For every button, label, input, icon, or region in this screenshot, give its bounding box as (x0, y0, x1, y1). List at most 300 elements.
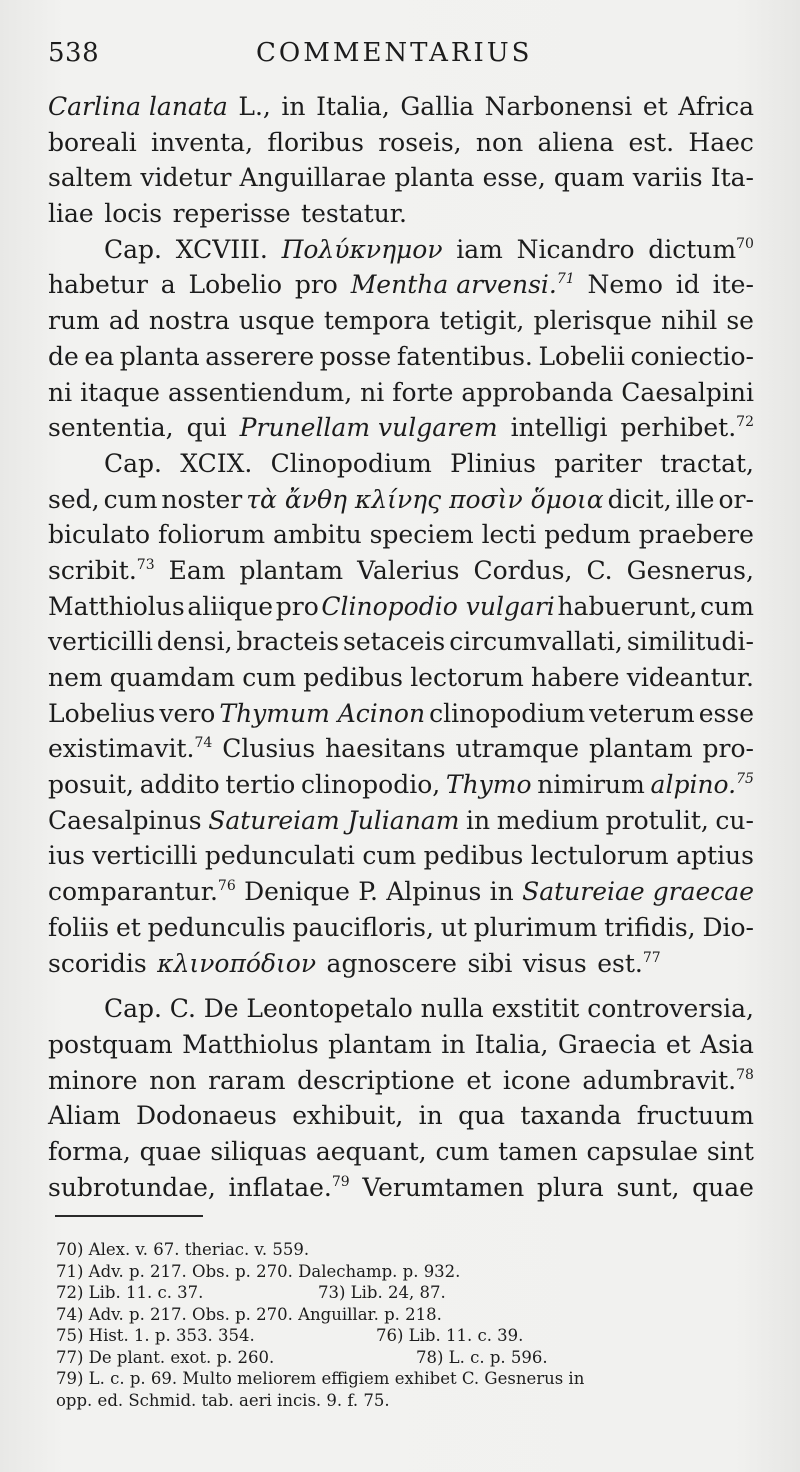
word (648, 235, 754, 264)
word-text: protulit, (605, 805, 709, 835)
word-text: cum (435, 1136, 490, 1166)
word-text: Alpinus (386, 877, 482, 907)
word (120, 342, 200, 371)
word (621, 378, 754, 407)
word-text: ite- (712, 270, 754, 300)
word-text: pedibus (303, 663, 404, 692)
word (157, 627, 233, 656)
word-text: pro (275, 591, 319, 621)
word (358, 877, 378, 906)
word-text: planta (394, 163, 475, 193)
word-text: ad (108, 306, 140, 336)
word (676, 270, 700, 299)
word-text: fructuum (636, 1101, 754, 1131)
word-text: Italia, (474, 1029, 549, 1059)
word-text: nostra (148, 306, 230, 336)
word (713, 270, 754, 299)
word (537, 128, 614, 157)
word-text: comparantur. (48, 877, 218, 907)
word (161, 270, 176, 299)
text-line (48, 1030, 754, 1066)
word-text: sententia, (48, 413, 174, 443)
word (419, 1101, 443, 1130)
word (357, 556, 459, 585)
word-text: similitudi- (626, 627, 754, 657)
word (410, 663, 524, 692)
word (149, 306, 230, 335)
word (239, 306, 315, 335)
word (360, 378, 384, 407)
word-text: quae (139, 1136, 202, 1166)
word-text: in (418, 1101, 443, 1131)
word (297, 1066, 455, 1095)
word (458, 1101, 505, 1130)
text-line (48, 841, 754, 877)
word (400, 92, 474, 121)
word-text: plantam (328, 1029, 432, 1059)
text-line (48, 699, 754, 735)
word-text: Satureiae graecae (522, 877, 754, 907)
word-text: Gallia (400, 92, 475, 121)
word-text: ea (84, 341, 115, 371)
word-text: intelligi (510, 413, 608, 443)
word (140, 1137, 202, 1166)
word-text: C. (169, 994, 196, 1024)
word (149, 1066, 196, 1095)
word-text: haesitans (325, 734, 446, 764)
word-text: dicit, (607, 484, 672, 514)
footnote (56, 1391, 756, 1413)
word-text: icone (502, 1065, 571, 1095)
word (244, 877, 350, 906)
word-text: raram (208, 1065, 286, 1095)
word (441, 1030, 465, 1059)
word-text: in (441, 1029, 466, 1059)
word-text: Cap. (104, 994, 162, 1024)
word (48, 378, 72, 407)
word (537, 770, 645, 799)
word-text: et (665, 1029, 691, 1059)
text-line (48, 1101, 754, 1137)
word-text: Dio- (702, 912, 754, 942)
word-text: esse, (482, 163, 546, 193)
word-text: paucifloris, (292, 912, 434, 942)
word-text: et (642, 92, 668, 121)
word (204, 994, 239, 1023)
word (48, 1030, 173, 1059)
text-line (48, 1066, 754, 1102)
word-text: sibi (467, 948, 513, 978)
word-text: Carlina lanata (48, 92, 228, 121)
word-text: tertio (225, 770, 296, 800)
word-text: minore (48, 1065, 138, 1095)
word-text: or- (718, 484, 754, 514)
word-text: Clinopodium (270, 448, 432, 478)
word (715, 806, 754, 835)
word-text: controversia, (587, 994, 754, 1024)
footnote (56, 1369, 756, 1391)
word (707, 1137, 754, 1166)
word-text: biculato (48, 520, 151, 550)
word (48, 1137, 131, 1166)
word-text: roseis, (378, 127, 462, 157)
word (531, 663, 620, 692)
word-text: Nemo (587, 270, 663, 300)
word-text: Dodonaeus (135, 1101, 277, 1131)
word (439, 306, 524, 335)
text-line (48, 949, 754, 985)
word-text: pedum (544, 520, 631, 550)
word-text: exstitit (491, 994, 580, 1024)
word-text: agnoscere (326, 948, 457, 978)
word-text: pedibus (423, 841, 524, 871)
word (48, 806, 202, 835)
page-number: 538 (48, 38, 100, 68)
word (48, 556, 155, 585)
word (104, 235, 162, 264)
word (246, 994, 412, 1023)
word (182, 1030, 319, 1059)
word-text: est. (628, 127, 675, 157)
word (48, 485, 100, 514)
word (237, 627, 340, 656)
word-text: Aliam (48, 1101, 121, 1131)
word (325, 734, 446, 763)
word (173, 199, 291, 228)
word-text: XCIX. (180, 448, 253, 478)
word-text: boreali (48, 127, 137, 157)
word (48, 699, 155, 728)
word (104, 449, 162, 478)
word-text: in (281, 92, 306, 121)
word (48, 627, 153, 656)
word (161, 485, 242, 514)
text-line (48, 306, 754, 342)
word-text: approbanda (461, 377, 614, 407)
footnote (56, 1305, 756, 1327)
word (604, 913, 695, 942)
word-text: saltem (48, 163, 133, 193)
word (627, 627, 754, 656)
word-text: Clusius (222, 734, 316, 764)
word (240, 163, 387, 192)
word (711, 163, 754, 192)
word (273, 520, 362, 549)
text-line (48, 877, 754, 913)
word (48, 877, 236, 906)
word-text: fatentibus. (396, 341, 533, 371)
word-text: plerisque (533, 306, 652, 336)
word (582, 1066, 754, 1095)
text-line (48, 520, 754, 556)
word-text: κλινοπόδιον (157, 948, 317, 978)
word-text: De (203, 994, 239, 1024)
word-text: usque (238, 306, 315, 336)
word (140, 770, 220, 799)
word-text: Lobelio (188, 270, 282, 300)
word (48, 270, 148, 299)
word (523, 949, 587, 978)
text-line (48, 163, 754, 199)
footnote-text: opp. ed. Schmid. tab. aeri incis. 9. f. 75. (56, 1390, 390, 1410)
word (110, 663, 235, 692)
word (497, 806, 599, 835)
word (589, 699, 695, 728)
word-text: scribit. (48, 555, 137, 585)
word (362, 1173, 524, 1202)
word (210, 1137, 307, 1166)
word (242, 663, 296, 692)
word-text: scoridis (48, 948, 147, 978)
word-text: Prunellam vulgarem (239, 413, 498, 443)
word (84, 342, 114, 371)
word (482, 520, 537, 549)
text-line (48, 378, 754, 414)
word-text: in (489, 877, 514, 907)
word-text: a (160, 270, 176, 300)
word (225, 770, 295, 799)
word (48, 770, 134, 799)
word (485, 92, 633, 121)
word (324, 306, 430, 335)
word (490, 877, 514, 906)
running-title: COMMENTARIUS (256, 38, 533, 68)
word-text: existimavit. (48, 734, 195, 764)
word (109, 306, 140, 335)
word (208, 806, 459, 835)
word (557, 592, 697, 621)
word (295, 270, 338, 299)
word-text: Nicandro (516, 234, 635, 264)
word (170, 994, 196, 1023)
word (621, 413, 754, 442)
word (700, 592, 754, 621)
word (327, 949, 457, 978)
word (282, 235, 443, 264)
text-line (48, 734, 754, 770)
word (446, 770, 532, 799)
word (558, 1030, 657, 1059)
word (726, 306, 754, 335)
word (48, 734, 212, 763)
word-text: in (466, 805, 491, 835)
word-text: cum (242, 663, 297, 692)
word-text: Denique (244, 877, 350, 907)
word-text: aliique (187, 591, 274, 621)
word (104, 199, 162, 228)
word-text: habetur (48, 270, 148, 300)
word-text: veterum (589, 698, 695, 728)
word (104, 485, 158, 514)
word-text: speciem (369, 520, 474, 550)
footnote-text: 71) Adv. p. 217. Obs. p. 270. Dalechamp. p. 932. (56, 1261, 461, 1281)
word (475, 1030, 549, 1059)
word-text: nulla (420, 994, 484, 1024)
word-text: noster (161, 484, 243, 514)
word-text: lectorum (410, 663, 524, 692)
word-text: bracteis (236, 627, 340, 657)
word (616, 1173, 679, 1202)
word-text: tractat, (660, 448, 754, 478)
word (205, 841, 355, 870)
word-text: tamen (498, 1136, 578, 1166)
footnote-ref: 79 (331, 1173, 350, 1190)
word-text: pro- (702, 734, 754, 764)
word-text: non (149, 1065, 197, 1095)
word (208, 1066, 285, 1095)
word (651, 770, 754, 799)
word (450, 449, 536, 478)
word-text: plura (536, 1172, 604, 1202)
word-text: Narbonensi (484, 92, 633, 121)
word (370, 520, 474, 549)
word (189, 270, 283, 299)
word (554, 449, 642, 478)
word (643, 92, 668, 121)
word (303, 663, 403, 692)
word (676, 485, 715, 514)
word-text: liae (48, 199, 94, 229)
word-text: medium (496, 805, 600, 835)
text-line (48, 485, 754, 521)
word (537, 1173, 604, 1202)
word (702, 913, 754, 942)
word (456, 235, 503, 264)
footnote-ref: 73 (136, 556, 155, 573)
word-text: Verumtamen (362, 1172, 525, 1202)
word-text: quae (692, 1172, 754, 1202)
word-text: Eam (168, 555, 226, 585)
word-text: aequant, (315, 1136, 427, 1166)
footnotes (56, 1240, 756, 1412)
word-text: Valerius (357, 555, 460, 585)
word-text: Gesnerus, (626, 555, 754, 585)
word (660, 449, 754, 478)
word-text: pedunculis (147, 912, 286, 942)
word-text: exhibuit, (292, 1101, 404, 1131)
footnote-ref: 75 (736, 771, 754, 788)
word (362, 841, 416, 870)
word (628, 128, 674, 157)
word-text: inventa, (151, 127, 254, 157)
word (503, 1066, 571, 1095)
footnote-text: 78) L. c. p. 596. (416, 1347, 548, 1367)
word (187, 413, 227, 442)
word (544, 520, 631, 549)
word-text: verticilli (48, 627, 153, 657)
word-text: et (115, 912, 141, 942)
word (678, 92, 754, 121)
word (633, 163, 703, 192)
word-text: utramque (455, 734, 580, 764)
word-text: P. (358, 877, 378, 907)
word (474, 913, 598, 942)
word-text: habere (531, 663, 620, 692)
word (386, 877, 481, 906)
word (48, 949, 147, 978)
word (606, 806, 709, 835)
word-text: iam (456, 234, 503, 264)
word-text: Lobelii (538, 341, 625, 371)
word-text: posuit, (48, 770, 134, 800)
footnote (56, 1283, 756, 1305)
text-line (48, 627, 754, 663)
word (238, 92, 271, 121)
footnote-ref: 70 (736, 235, 754, 252)
word (466, 1066, 491, 1095)
word (281, 92, 305, 121)
footnote-text: 77) De plant. exot. p. 260. (56, 1347, 275, 1367)
word-text: qui (186, 413, 227, 443)
word-text: itaque (80, 377, 160, 407)
word (692, 1173, 754, 1202)
word-text: tempora (323, 306, 431, 336)
word (449, 627, 623, 656)
word-text: foliis (48, 912, 110, 942)
word-text: id (675, 270, 700, 300)
word-text: Anguillarae (239, 163, 387, 193)
word (48, 342, 79, 371)
word (588, 270, 663, 299)
word-text: setaceis (343, 627, 446, 657)
word (498, 1137, 578, 1166)
word-text: coniectio- (630, 341, 754, 371)
word-text: Lobelius (48, 698, 156, 728)
footnote-ref: 74 (194, 735, 213, 752)
word (159, 699, 215, 728)
footnote-ref: 78 (736, 1066, 754, 1083)
word-text: Matthiolus (182, 1029, 319, 1059)
footnote (56, 1262, 756, 1284)
word-text: addito (139, 770, 220, 800)
word (597, 949, 660, 978)
footnote-text: 74) Adv. p. 217. Obs. p. 270. Anguillar. p. 218. (56, 1304, 442, 1324)
main-text (48, 92, 754, 1208)
word-text: ut (440, 912, 467, 942)
word-text: Ita- (710, 163, 754, 193)
word (441, 913, 467, 942)
word (48, 92, 228, 121)
word-text: inflatae. (228, 1172, 332, 1202)
word-text: ius (48, 841, 85, 871)
word (520, 1101, 621, 1130)
word (271, 449, 432, 478)
footnote-ref: 76 (217, 878, 236, 895)
word-text: variis (632, 163, 703, 193)
word-text: quamdam (109, 663, 236, 692)
word-text: alpino. (650, 770, 737, 800)
word (48, 520, 150, 549)
word (343, 627, 445, 656)
word (180, 449, 252, 478)
word (168, 378, 352, 407)
word (151, 128, 253, 157)
word-text: Plinius (450, 448, 536, 478)
word (538, 342, 624, 371)
footnote-text: 73) Lib. 24, 87. (318, 1283, 446, 1302)
word (394, 163, 474, 192)
text-line (48, 913, 754, 949)
word-text: subrotundae, (48, 1172, 216, 1202)
word (533, 306, 651, 335)
word (627, 556, 754, 585)
footnote-ref: 77 (642, 949, 661, 966)
text-line (48, 235, 754, 271)
word-text: sint (706, 1136, 754, 1166)
word-text: non (475, 127, 524, 157)
word (531, 841, 669, 870)
word-text: visus (522, 948, 587, 978)
